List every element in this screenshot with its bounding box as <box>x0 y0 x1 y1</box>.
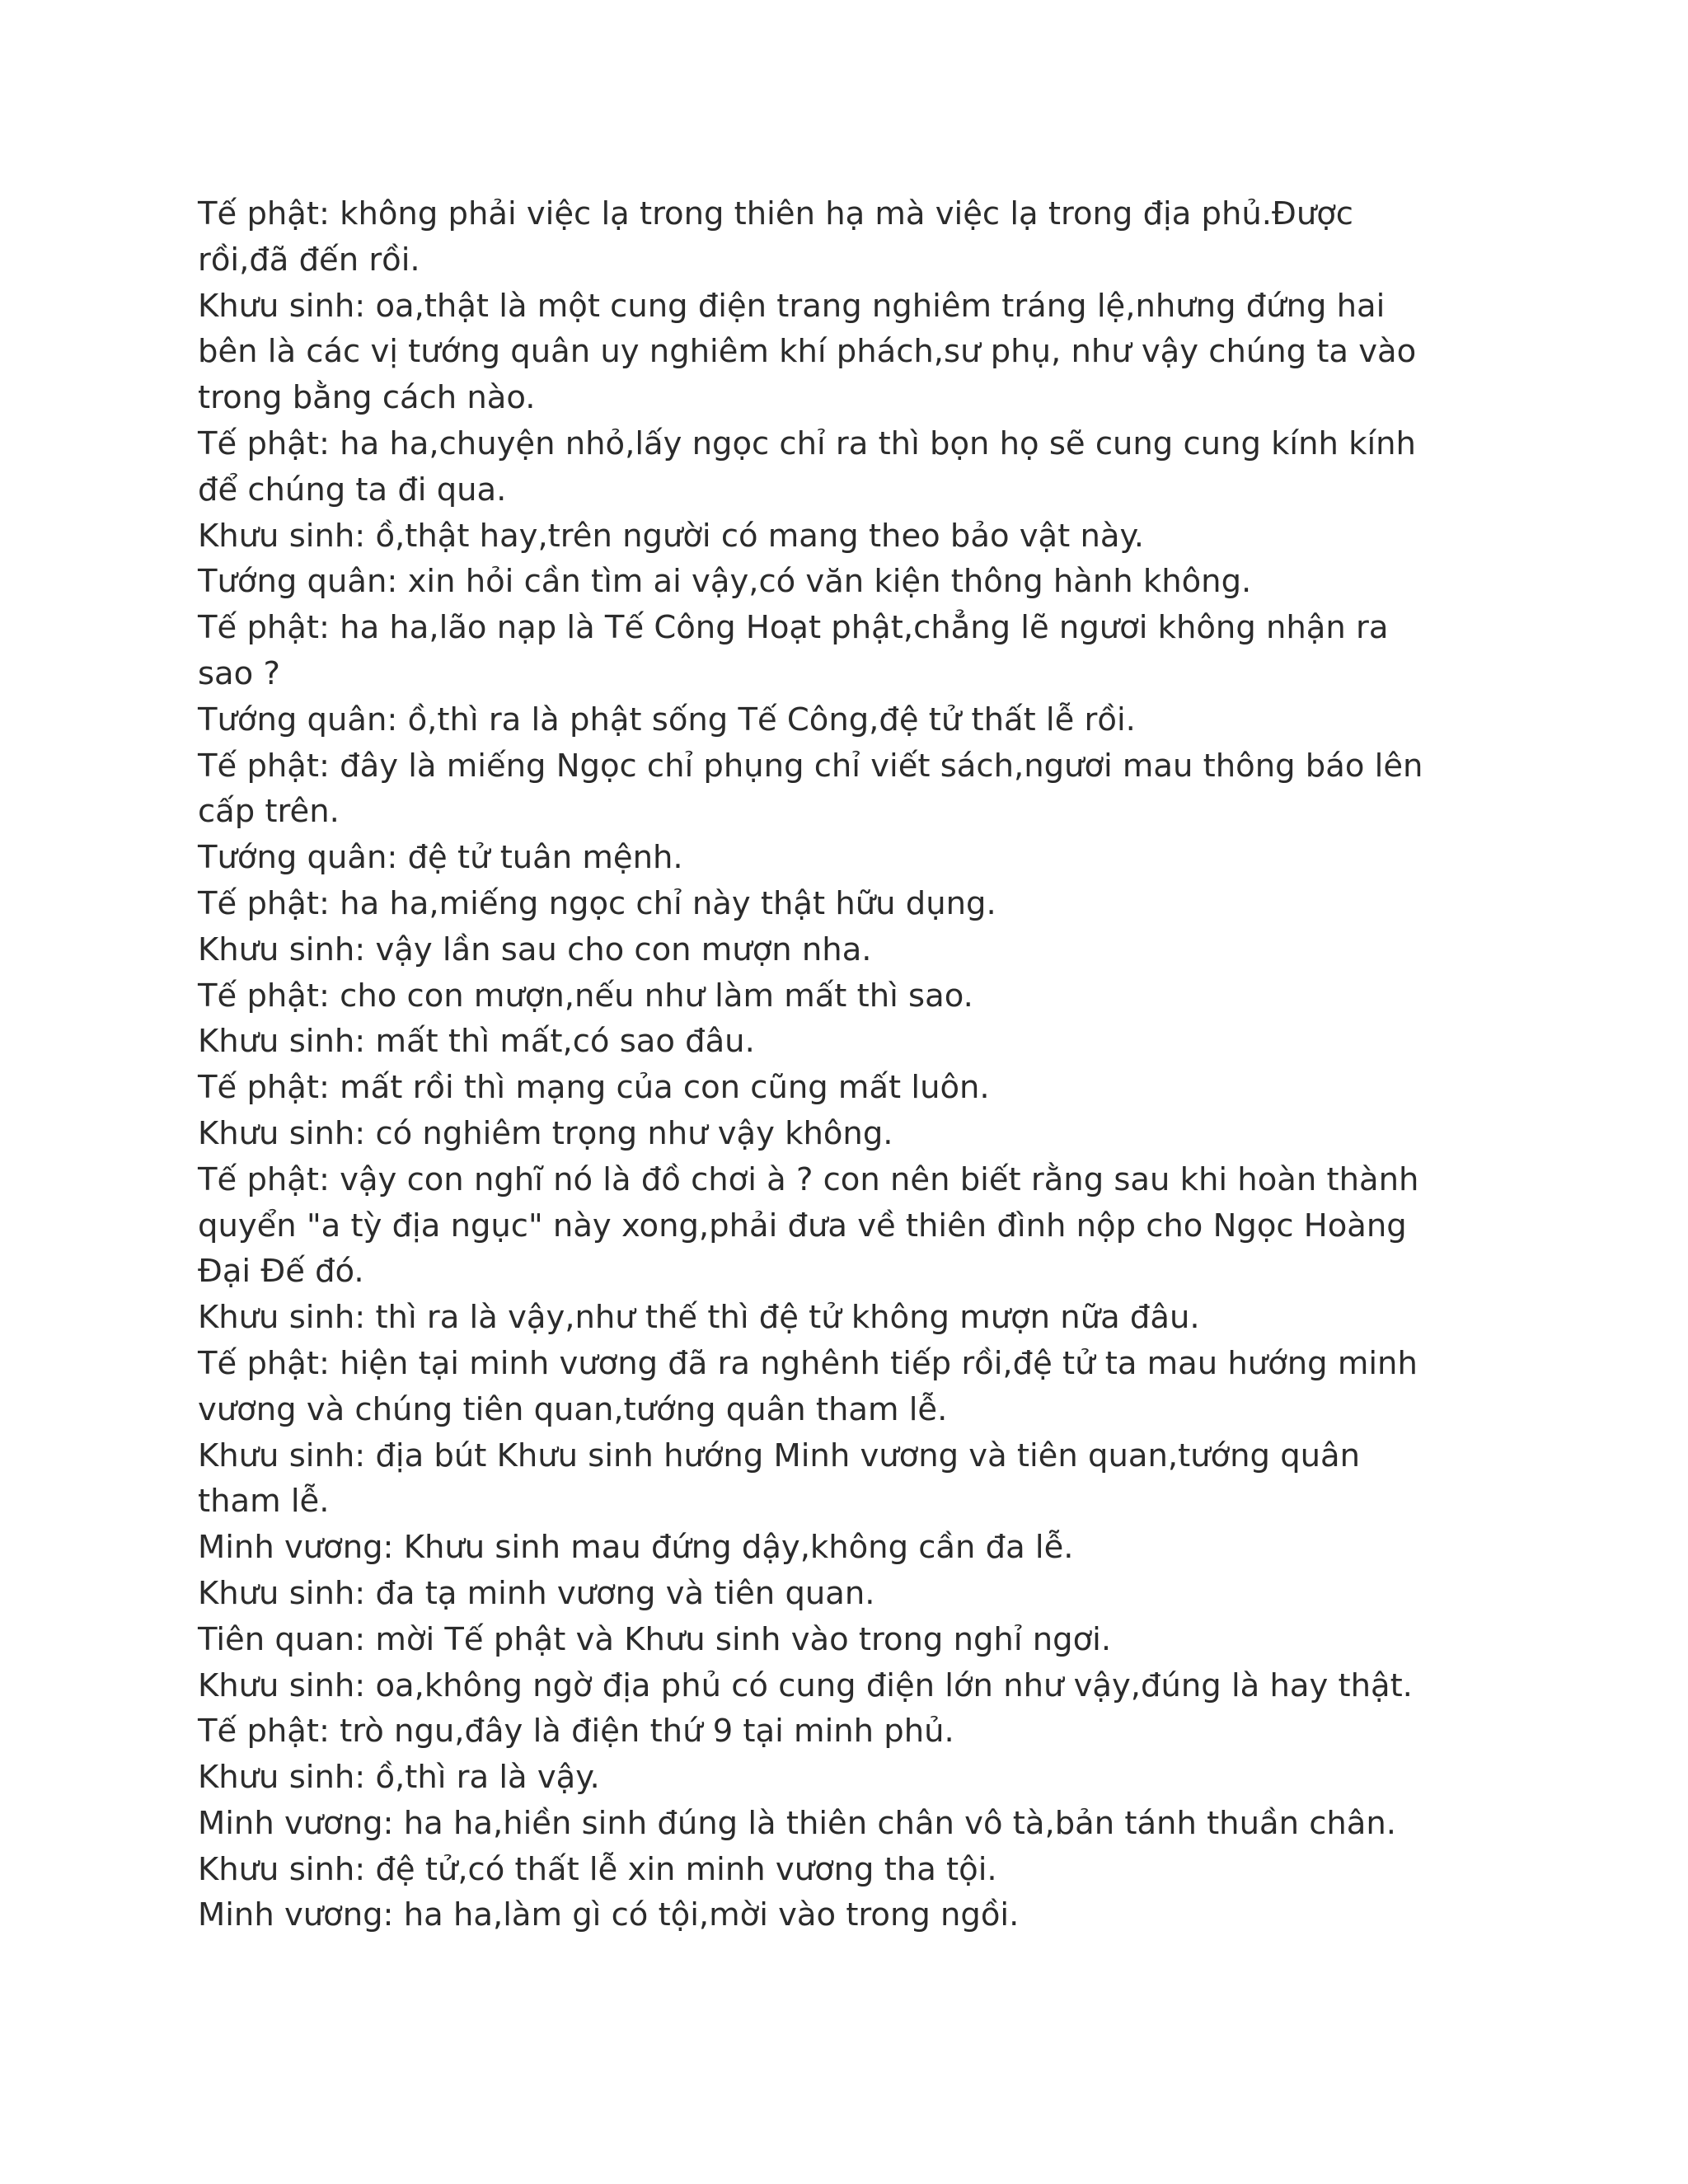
dialogue-line: bên là các vị tướng quân uy nghiêm khí phách,sư phụ, như vậy chúng ta vào <box>198 333 1417 371</box>
dialogue-line: Khưu sinh: địa bút Khưu sinh hướng Minh vương và tiên quan,tướng quân <box>198 1436 1361 1474</box>
dialogue-line: Tế phật: ha ha,chuyện nhỏ,lấy ngọc chỉ ra thì bọn họ sẽ cung cung kính kính <box>198 424 1416 462</box>
dialogue-line: Đại Đế đó. <box>198 1253 364 1291</box>
dialogue-line: Tướng quân: xin hỏi cần tìm ai vậy,có văn kiện thông hành không. <box>198 563 1252 601</box>
dialogue-line: Tế phật: không phải việc lạ trong thiên hạ mà việc lạ trong địa phủ.Được <box>198 195 1353 232</box>
dialogue-line: Tiên quan: mời Tế phật và Khưu sinh vào trong nghỉ ngơi. <box>198 1620 1112 1658</box>
dialogue-line: rồi,đã đến rồi. <box>198 241 420 279</box>
dialogue-line: sao ? <box>198 654 280 692</box>
dialogue-line: Minh vương: ha ha,hiền sinh đúng là thiên chân vô tà,bản tánh thuần chân. <box>198 1804 1397 1842</box>
dialogue-line: cấp trên. <box>198 793 340 831</box>
dialogue-line: Tế phật: cho con mượn,nếu như làm mất thì sao. <box>198 977 973 1015</box>
dialogue-line: Tế phật: đây là miếng Ngọc chỉ phụng chỉ viết sách,ngươi mau thông báo lên <box>198 747 1423 785</box>
dialogue-line: Tế phật: vậy con nghĩ nó là đồ chơi à ? con nên biết rằng sau khi hoàn thành <box>198 1160 1419 1198</box>
dialogue-line: Tướng quân: đệ tử tuân mệnh. <box>198 839 683 877</box>
dialogue-line: để chúng ta đi qua. <box>198 471 507 509</box>
dialogue-line: Tế phật: hiện tại minh vương đã ra nghênh tiếp rồi,đệ tử ta mau hướng minh <box>198 1344 1418 1382</box>
dialogue-line: tham lễ. <box>198 1483 330 1521</box>
dialogue-line: trong bằng cách nào. <box>198 379 536 417</box>
dialogue-line: Minh vương: Khưu sinh mau đứng dậy,không cần đa lễ. <box>198 1529 1074 1567</box>
dialogue-line: Khưu sinh: đa tạ minh vương và tiên quan. <box>198 1574 875 1612</box>
dialogue-line: Khưu sinh: thì ra là vậy,như thế thì đệ tử không mượn nữa đâu. <box>198 1299 1200 1337</box>
dialogue-line: Tế phật: ha ha,miếng ngọc chỉ này thật hữu dụng. <box>198 884 996 922</box>
dialogue-text <box>198 191 1525 1938</box>
dialogue-line: Khưu sinh: ồ,thật hay,trên người có mang theo bảo vật này. <box>198 517 1144 555</box>
dialogue-line: Tế phật: mất rồi thì mạng của con cũng mất luôn. <box>198 1069 990 1107</box>
dialogue-line: Tướng quân: ồ,thì ra là phật sống Tế Công,đệ tử thất lễ rồi. <box>198 701 1136 738</box>
dialogue-line: Minh vương: ha ha,làm gì có tội,mời vào trong ngồi. <box>198 1896 1020 1934</box>
dialogue-line: Khưu sinh: ồ,thì ra là vậy. <box>198 1759 600 1797</box>
dialogue-line: Khưu sinh: vậy lần sau cho con mượn nha. <box>198 930 872 968</box>
dialogue-line: quyển "a tỳ địa ngục" này xong,phải đưa về thiên đình nộp cho Ngọc Hoàng <box>198 1207 1407 1244</box>
dialogue-line: Tế phật: ha ha,lão nạp là Tế Công Hoạt phật,chẳng lẽ ngươi không nhận ra <box>198 609 1389 647</box>
dialogue-line: Khưu sinh: đệ tử,có thất lễ xin minh vương tha tội. <box>198 1850 997 1888</box>
dialogue-line: Khưu sinh: mất thì mất,có sao đâu. <box>198 1023 755 1061</box>
dialogue-line: Tế phật: trò ngu,đây là điện thứ 9 tại minh phủ. <box>198 1713 954 1750</box>
dialogue-line: Khưu sinh: oa,không ngờ địa phủ có cung điện lớn như vậy,đúng là hay thật. <box>198 1666 1413 1704</box>
dialogue-line: Khưu sinh: có nghiêm trọng như vậy không. <box>198 1114 893 1152</box>
dialogue-line: vương và chúng tiên quan,tướng quân tham lễ. <box>198 1390 948 1428</box>
dialogue-line: Khưu sinh: oa,thật là một cung điện trang nghiêm tráng lệ,nhưng đứng hai <box>198 287 1386 325</box>
